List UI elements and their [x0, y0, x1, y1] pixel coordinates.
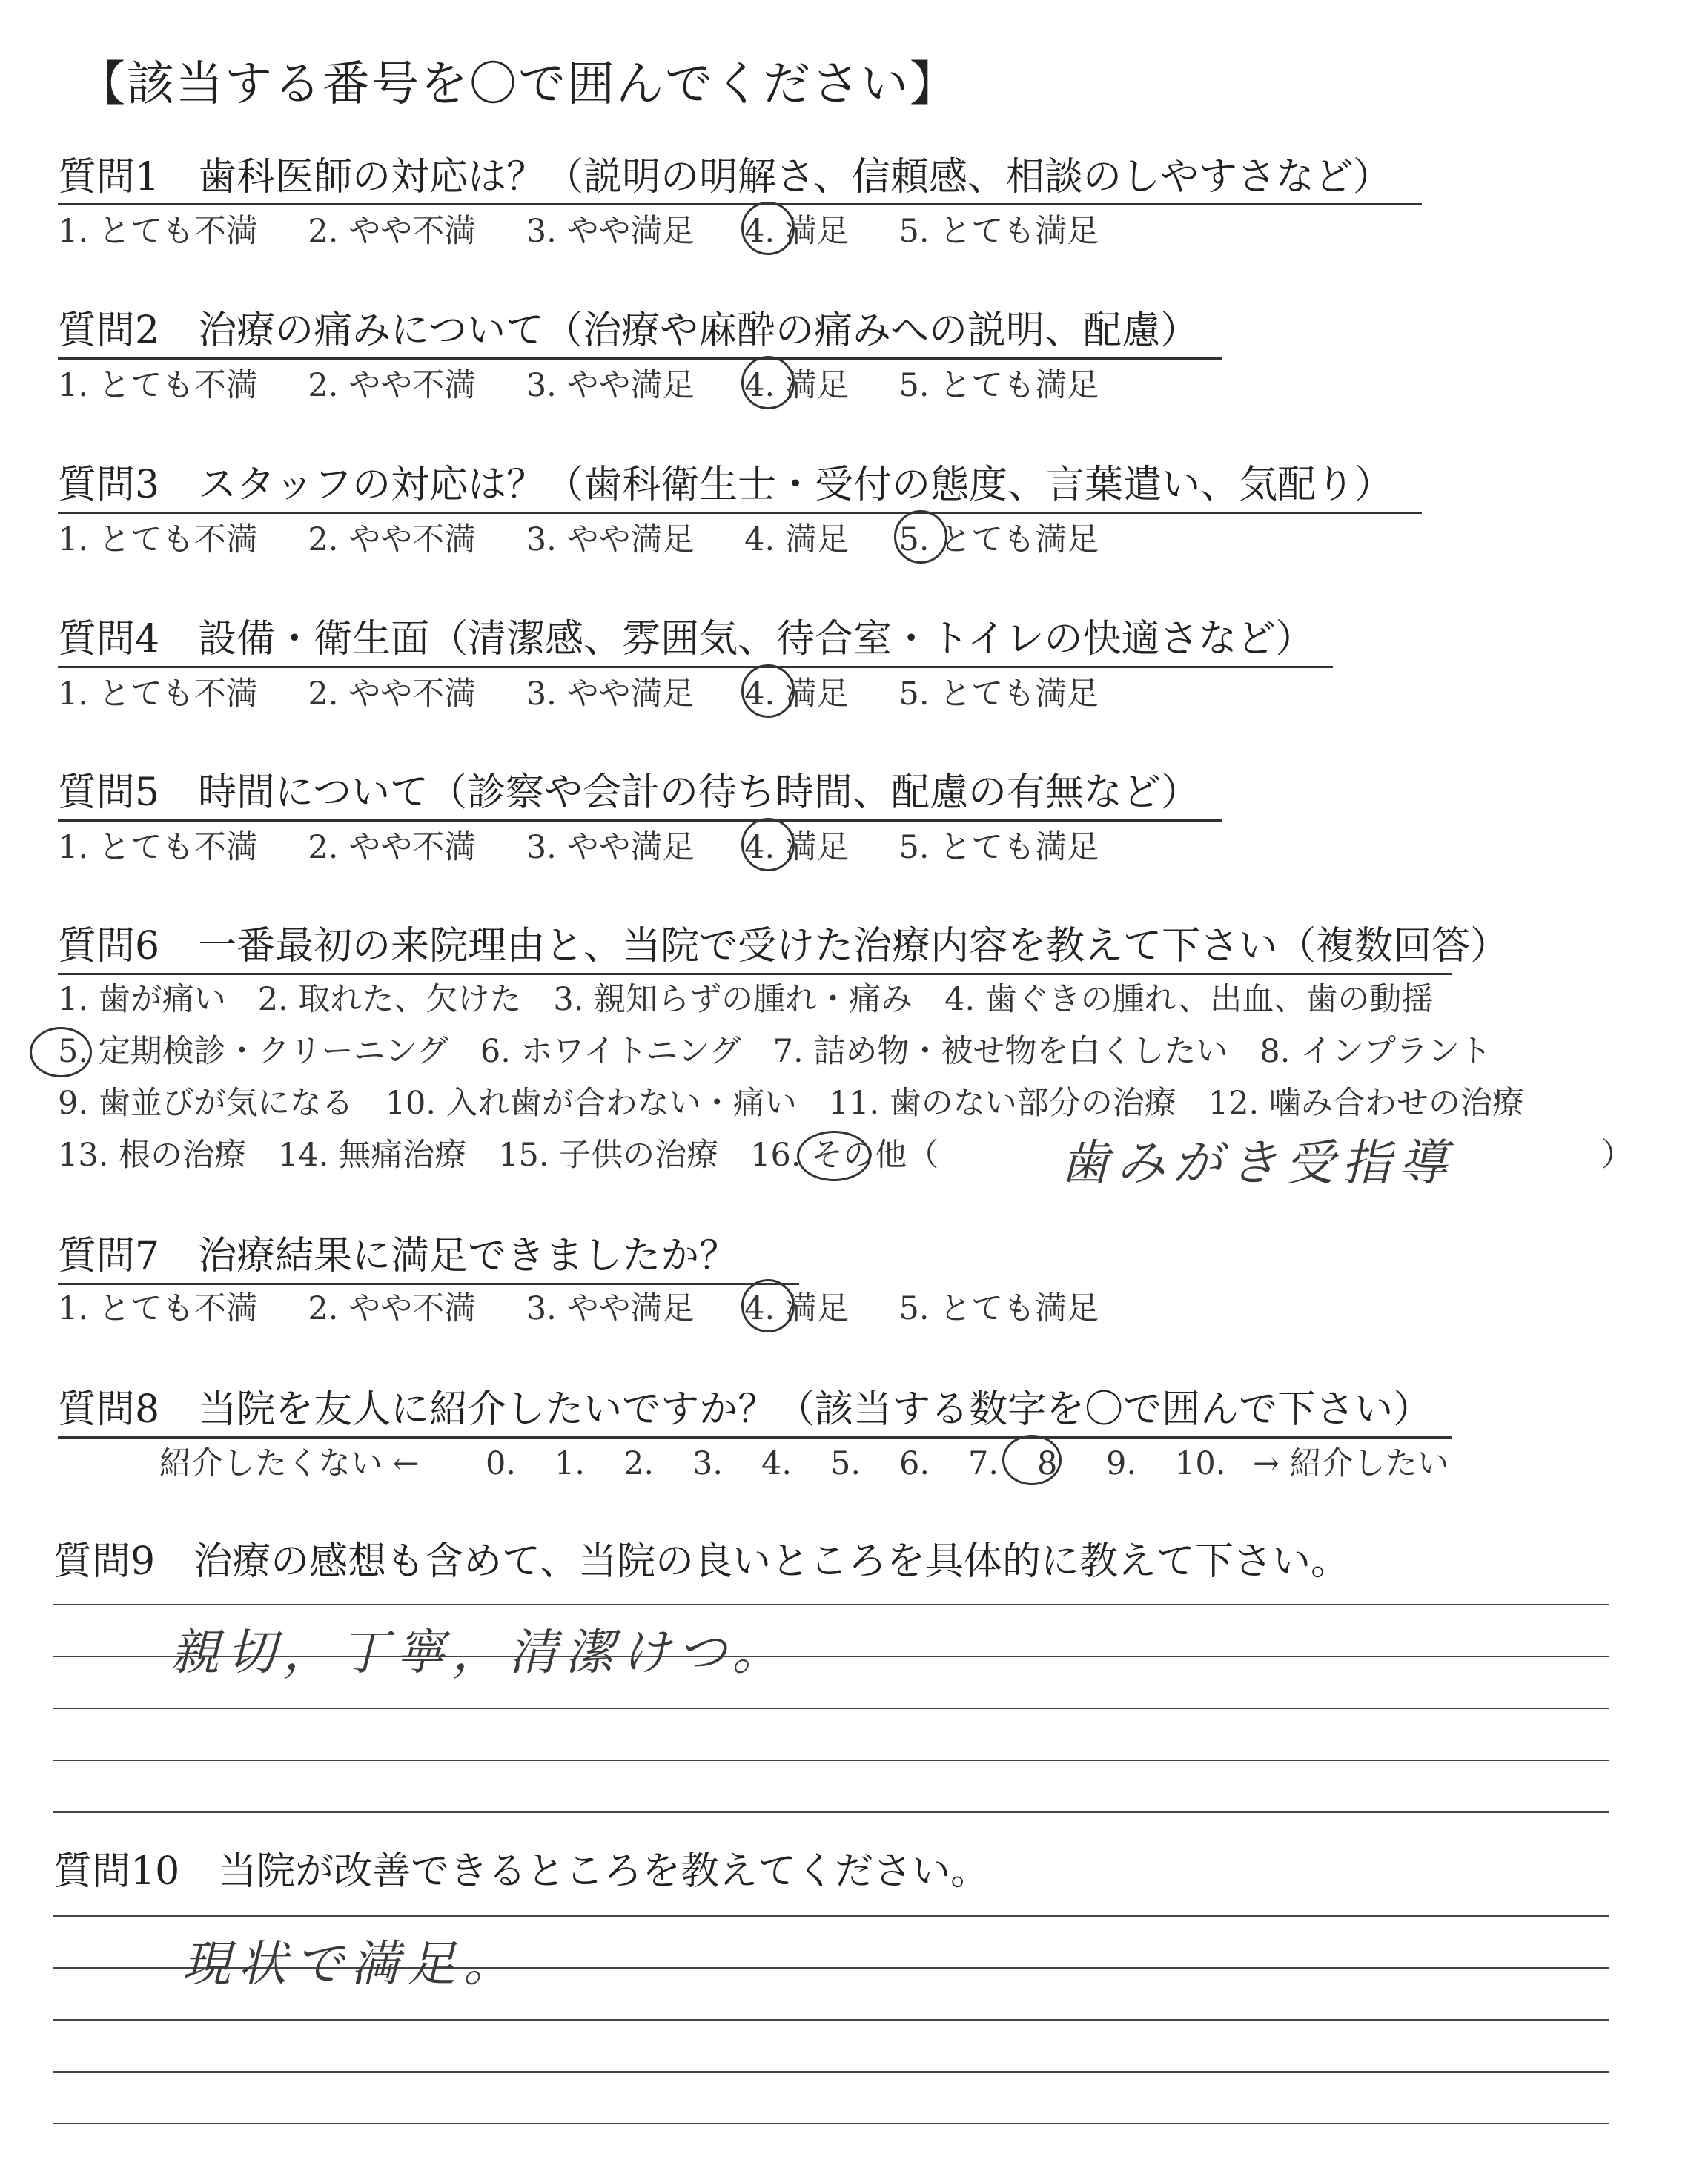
q8-answer-circle	[1002, 1435, 1062, 1485]
option-3[interactable]: 3. やや満足	[526, 521, 695, 558]
question-5-underline	[58, 819, 1222, 822]
option-4[interactable]: 4. 満足	[744, 676, 849, 713]
q8-number-5[interactable]: 5.	[830, 1445, 861, 1482]
option-4[interactable]: 4. 満足	[744, 829, 849, 866]
option-2[interactable]: 2. やや不満	[308, 676, 477, 713]
question-5-title: 質問5 時間について（診察や会計の待ち時間、配慮の有無など）	[58, 770, 1200, 815]
q1-answer-circle	[741, 202, 795, 255]
question-8-underline	[58, 1436, 1452, 1439]
question-6-title: 質問6 一番最初の来院理由と、当院で受けた治療内容を教えて下さい（複数回答）	[58, 924, 1509, 968]
option-5[interactable]: 5. とても満足	[898, 521, 1099, 558]
q8-number-0[interactable]: 0.	[486, 1445, 517, 1482]
q9-answer-line-1	[53, 1604, 1609, 1605]
q8-number-8[interactable]: 8	[1037, 1445, 1058, 1482]
option-1[interactable]: 1. とても不満	[58, 1290, 258, 1327]
question-1-title: 質問1 歯科医師の対応は？（説明の明解さ、信頼感、相談のしやすさなど）	[58, 155, 1392, 199]
option-5[interactable]: 5. とても満足	[898, 829, 1099, 866]
option-1[interactable]: 1. とても不満	[58, 676, 258, 713]
question-3-underline	[58, 512, 1422, 514]
question-3-title: 質問3 スタッフの対応は？（歯科衛生士・受付の態度、言葉遣い、気配り）	[58, 463, 1394, 507]
q8-number-9[interactable]: 9.	[1106, 1445, 1137, 1482]
q8-number-3[interactable]: 3.	[692, 1445, 724, 1482]
question-10-title: 質問10 当院が改善できるところを教えてください。	[53, 1849, 990, 1894]
option-4[interactable]: 4. 満足	[744, 367, 849, 404]
option-3[interactable]: 3. やや満足	[526, 213, 695, 250]
option-4[interactable]: 4. 満足	[744, 1290, 849, 1327]
q4-answer-circle	[741, 664, 795, 718]
q6-answer-circle-5	[30, 1027, 92, 1077]
q6-option-row-2[interactable]: 5. 定期検診・クリーニング 6. ホワイトニング 7. 詰め物・被せ物を白くしたい 8. インプラント	[58, 1033, 1492, 1070]
question-4-options	[58, 676, 1099, 713]
q8-left-label: 紹介したくない ←	[159, 1445, 420, 1482]
q8-scale-numbers	[486, 1445, 1244, 1482]
option-3[interactable]: 3. やや満足	[526, 829, 695, 866]
option-2[interactable]: 2. やや不満	[308, 213, 477, 250]
option-2[interactable]: 2. やや不満	[308, 829, 477, 866]
option-2[interactable]: 2. やや不満	[308, 367, 477, 404]
option-4[interactable]: 4. 満足	[744, 521, 849, 558]
q6-other-close-paren: ）	[1601, 1137, 1633, 1174]
option-3[interactable]: 3. やや満足	[526, 676, 695, 713]
q9-answer-line-5	[53, 1811, 1609, 1813]
question-7-title: 質問7 治療結果に満足できましたか？	[58, 1234, 738, 1278]
q10-answer-line-5	[53, 2123, 1609, 2124]
option-2[interactable]: 2. やや不満	[308, 1290, 477, 1327]
q8-number-10[interactable]: 10.	[1175, 1445, 1226, 1482]
q9-answer-line-3	[53, 1708, 1609, 1709]
q2-answer-circle	[741, 356, 795, 409]
question-6-underline	[58, 973, 1452, 975]
question-7-options	[58, 1290, 1099, 1327]
q5-answer-circle	[741, 818, 795, 871]
q10-handwritten-answer[interactable]: 現状で満足。	[182, 1935, 520, 1992]
page-header: 【該当する番号を〇で囲んでください】	[78, 57, 959, 112]
option-4[interactable]: 4. 満足	[744, 213, 849, 250]
question-4-underline	[58, 666, 1333, 668]
question-2-underline	[58, 357, 1222, 360]
q6-option-row-3[interactable]: 9. 歯並びが気になる 10. 入れ歯が合わない・痛い 11. 歯のない部分の治療 12. 噛み合わせの治療	[58, 1085, 1524, 1122]
question-4-title: 質問4 設備・衛生面（清潔感、雰囲気、待合室・トイレの快適さなど）	[58, 617, 1314, 661]
q9-answer-line-4	[53, 1760, 1609, 1761]
option-2[interactable]: 2. やや不満	[308, 521, 477, 558]
option-5[interactable]: 5. とても満足	[898, 367, 1099, 404]
q8-right-label: → 紹介したい	[1253, 1445, 1449, 1482]
option-1[interactable]: 1. とても不満	[58, 829, 258, 866]
q8-number-6[interactable]: 6.	[899, 1445, 930, 1482]
option-3[interactable]: 3. やや満足	[526, 367, 695, 404]
q6-option-row-4[interactable]: 13. 根の治療 14. 無痛治療 15. 子供の治療 16. その他（	[58, 1137, 939, 1174]
question-9-title: 質問9 治療の感想も含めて、当院の良いところを具体的に教えて下さい。	[53, 1539, 1350, 1584]
q6-option-row-1[interactable]: 1. 歯が痛い 2. 取れた、欠けた 3. 親知らずの腫れ・痛み 4. 歯ぐきの腫れ、出血、歯の動揺	[58, 981, 1434, 1018]
option-1[interactable]: 1. とても不満	[58, 213, 258, 250]
q9-handwritten-answer[interactable]: 親切，丁寧，清潔けつ。	[171, 1624, 789, 1681]
option-5[interactable]: 5. とても満足	[898, 1290, 1099, 1327]
question-8-title: 質問8 当院を友人に紹介したいですか？（該当する数字を〇で囲んで下さい）	[58, 1387, 1432, 1432]
q10-answer-line-1	[53, 1915, 1609, 1917]
q3-answer-circle	[894, 510, 947, 564]
option-1[interactable]: 1. とても不満	[58, 367, 258, 404]
question-1-underline	[58, 203, 1422, 205]
q8-number-4[interactable]: 4.	[761, 1445, 792, 1482]
question-2-title: 質問2 治療の痛みについて（治療や麻酔の痛みへの説明、配慮）	[58, 308, 1199, 353]
option-1[interactable]: 1. とても不満	[58, 521, 258, 558]
question-5-options	[58, 829, 1099, 866]
q6-answer-circle-16	[797, 1131, 871, 1181]
question-2-options	[58, 367, 1099, 404]
q7-answer-circle	[741, 1279, 795, 1332]
option-5[interactable]: 5. とても満足	[898, 213, 1099, 250]
q10-answer-line-4	[53, 2071, 1609, 2073]
q8-number-1[interactable]: 1.	[555, 1445, 586, 1482]
option-3[interactable]: 3. やや満足	[526, 1290, 695, 1327]
q8-number-7[interactable]: 7.	[968, 1445, 999, 1482]
q6-other-handwritten: 歯みがき受指導	[1060, 1135, 1454, 1192]
question-1-options	[58, 213, 1099, 250]
question-7-underline	[58, 1283, 799, 1285]
q8-number-2[interactable]: 2.	[623, 1445, 655, 1482]
q10-answer-line-3	[53, 2019, 1609, 2021]
option-5[interactable]: 5. とても満足	[898, 676, 1099, 713]
